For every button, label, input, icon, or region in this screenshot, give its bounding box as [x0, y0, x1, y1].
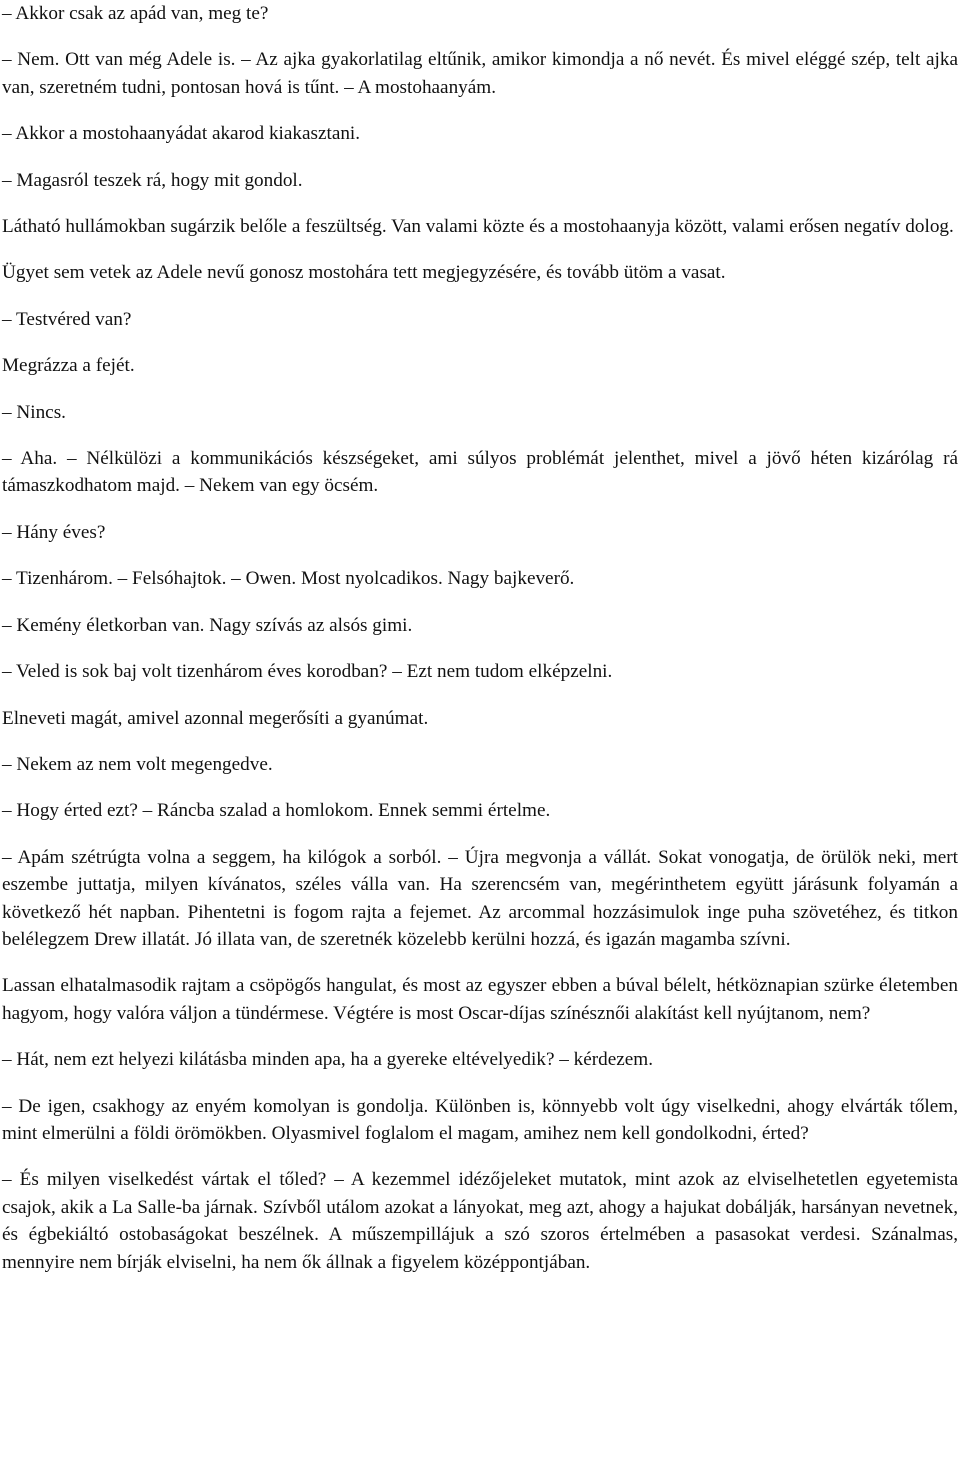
paragraph-8: Megrázza a fejét.: [2, 355, 135, 377]
paragraph-22: – És milyen viselkedést vártak el tőled? – A kezemmel idézőjeleket mutatok, mint azok az elviselhetetlen egyetemista csajok, akik a La Salle-ba járnak. Szívből utálom azokat a lányokat, meg azt, ahogy a hajukat dobálják, harsányan nevetnek, és égbekiáltó ostobaságokat beszélnek. A műszempillájuk a szó szoros értelmében a pasasokat verdesi. Szánalmas, mennyire nem bírják elviselni, ha nem ők állnak a figyelem középpontjában.: [2, 1169, 958, 1273]
paragraph-20: – Hát, nem ezt helyezi kilátásba minden apa, ha a gyereke eltévelyedik? – kérdezem.: [2, 1049, 654, 1071]
paragraph-7: – Testvéred van?: [2, 308, 132, 330]
paragraph-2: – Nem. Ott van még Adele is. – Az ajka gyakorlatilag eltűnik, amikor kimondja a nő nevét. És mivel eléggé szép, telt ajka van, szeretném tudni, pontosan hová is tűnt. – A mostohaanyám.: [2, 49, 958, 98]
paragraph-11: – Hány éves?: [2, 521, 106, 543]
paragraph-12: – Tizenhárom. – Felsóhajtok. – Owen. Most nyolcadikos. Nagy bajkeverő.: [2, 568, 575, 590]
paragraph-14: – Veled is sok baj volt tizenhárom éves korodban? – Ezt nem tudom elképzelni.: [2, 661, 613, 683]
paragraph-3: – Akkor a mostohaanyádat akarod kiakasztani.: [2, 123, 361, 145]
paragraph-9: – Nincs.: [2, 401, 66, 423]
paragraph-17: – Hogy érted ezt? – Ráncba szalad a homlokom. Ennek semmi értelme.: [2, 800, 551, 822]
paragraph-19: Lassan elhatalmasodik rajtam a csöpögős hangulat, és most az egyszer ebben a búval bélelt, hétköznapian szürke életemben hagyom, hogy valóra váljon a tündérmese. Végtére is most Oscar-díjas színésznői alakítást kell nyújtanom, nem?: [2, 975, 958, 1024]
paragraph-21: – De igen, csakhogy az enyém komolyan is gondolja. Különben is, könnyebb volt úgy viselkedni, ahogy elvárták tőlem, mint elmerülni a földi örömökben. Olyasmivel foglalom el magam, amihez nem kell gondolkodni, érted?: [2, 1095, 958, 1144]
paragraph-10: – Aha. – Nélkülözi a kommunikációs készségeket, ami súlyos problémát jelenthet, mivel a jövő héten kizárólag rá támaszkodhatom majd. – Nekem van egy öcsém.: [2, 448, 958, 497]
paragraph-16: – Nekem az nem volt megengedve.: [2, 753, 273, 775]
paragraph-5: Látható hullámokban sugárzik belőle a feszültség. Van valami közte és a mostohaanyja között, valami erősen negatív dolog.: [2, 216, 954, 238]
paragraph-4: – Magasról teszek rá, hogy mit gondol.: [2, 169, 303, 191]
paragraph-15: Elneveti magát, amivel azonnal megerősíti a gyanúmat.: [2, 707, 429, 729]
paragraph-13: – Kemény életkorban van. Nagy szívás az alsós gimi.: [2, 614, 413, 636]
paragraph-6: Ügyet sem vetek az Adele nevű gonosz mostohára tett megjegyzésére, és tovább ütöm a vasat.: [2, 262, 726, 284]
paragraph-1: – Akkor csak az apád van, meg te?: [2, 3, 269, 24]
paragraph-18: – Apám szétrúgta volna a seggem, ha kilógok a sorból. – Újra megvonja a vállát. Sokat vonogatja, de örülök neki, mert eszembe juttatja, milyen kívánatos, széles válla van. Ha szerencsém van, megérinthetem együtt járásunk folyamán a következő hét napban. Pihentetni is fogom rajta a fejemet. Az arcommal hozzásimulok inge puha szövetéhez, és titkon belélegzem Drew illatát. Jó illata van, de szeretnék közelebb kerülni hozzá, és igazán magamba szívni.: [2, 846, 958, 950]
